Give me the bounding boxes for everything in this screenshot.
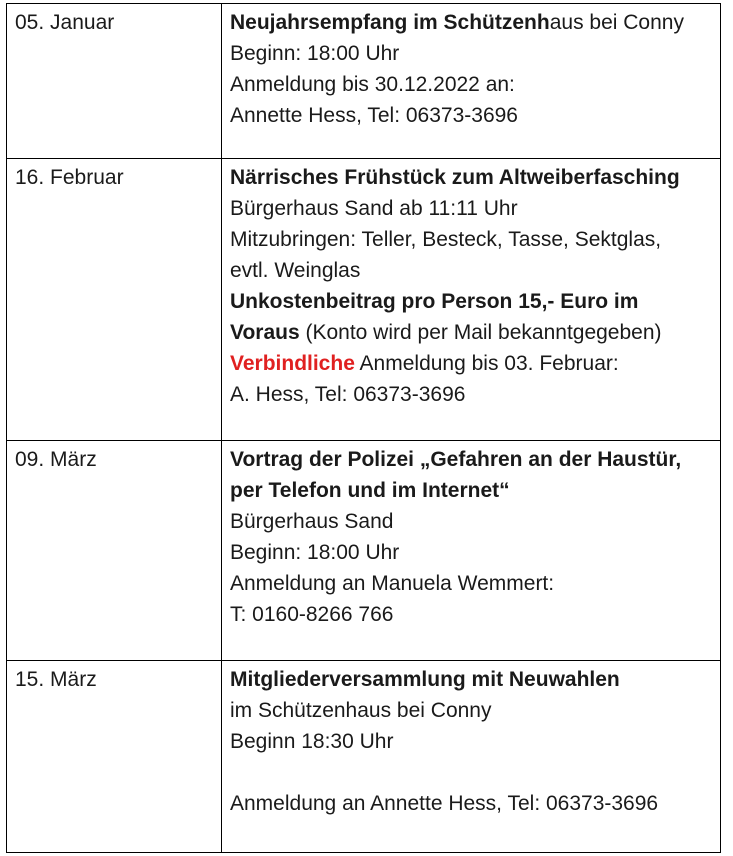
event-date: 05. Januar xyxy=(15,11,115,34)
fee-bold: Voraus xyxy=(230,321,300,344)
table-row xyxy=(7,4,721,159)
event-detail: Mitzubringen: Teller, Besteck, Tasse, Sektglas, xyxy=(230,228,662,251)
event-title-bold: Vortrag der Polizei „Gefahren an der Haustür, xyxy=(230,448,682,471)
fee-bold: Unkostenbeitrag pro Person 15,- Euro im xyxy=(230,290,639,313)
date-cell xyxy=(7,159,222,441)
event-detail: Anmeldung bis 30.12.2022 an: xyxy=(230,73,515,96)
event-title xyxy=(230,7,712,38)
event-detail: T: 0160-8266 766 xyxy=(230,603,394,626)
event-title-rest: aus bei Conny xyxy=(549,11,684,34)
event-detail: Beginn 18:30 Uhr xyxy=(230,730,394,753)
date-cell xyxy=(7,4,222,159)
fee-line-1 xyxy=(230,286,712,317)
event-date: 16. Februar xyxy=(15,166,124,189)
event-detail: evtl. Weinglas xyxy=(230,259,361,282)
date-cell xyxy=(7,441,222,661)
event-title-bold: Mitgliederversammlung mit Neuwahlen xyxy=(230,668,620,691)
event-title-bold: per Telefon und im Internet“ xyxy=(230,479,510,502)
event-title xyxy=(230,664,712,695)
event-title-bold: Närrisches Frühstück zum Altweiberfasching xyxy=(230,166,680,189)
event-detail: Bürgerhaus Sand xyxy=(230,510,394,533)
event-title-bold: Neujahrsempfang im Schützenh xyxy=(230,11,550,34)
date-cell xyxy=(7,661,222,853)
description-cell xyxy=(222,159,721,441)
description-cell xyxy=(222,4,721,159)
event-detail: Beginn: 18:00 Uhr xyxy=(230,541,400,564)
event-detail: Annette Hess, Tel: 06373-3696 xyxy=(230,104,518,127)
description-cell xyxy=(222,441,721,661)
table-row xyxy=(7,661,721,853)
event-detail: Anmeldung an Manuela Wemmert: xyxy=(230,572,555,595)
event-date: 15. März xyxy=(15,668,97,691)
binding-highlight: Verbindliche xyxy=(230,352,355,375)
event-table xyxy=(6,3,721,853)
description-cell xyxy=(222,661,721,853)
registration-deadline: Anmeldung bis 03. Februar: xyxy=(354,352,619,375)
event-contact: Anmeldung an Annette Hess, Tel: 06373-3696 xyxy=(230,792,659,815)
event-contact: A. Hess, Tel: 06373-3696 xyxy=(230,383,466,406)
event-date: 09. März xyxy=(15,448,97,471)
event-title xyxy=(230,475,712,506)
fee-line-2 xyxy=(230,317,712,348)
table-row xyxy=(7,159,721,441)
fee-note: (Konto wird per Mail bekanntgegeben) xyxy=(299,321,662,344)
event-title xyxy=(230,444,712,475)
event-detail: Bürgerhaus Sand ab 11:11 Uhr xyxy=(230,197,518,220)
event-detail: im Schützenhaus bei Conny xyxy=(230,699,492,722)
blank-line xyxy=(230,757,712,788)
registration-line xyxy=(230,348,712,379)
table-row xyxy=(7,441,721,661)
event-detail: Beginn: 18:00 Uhr xyxy=(230,42,400,65)
event-title xyxy=(230,162,712,193)
